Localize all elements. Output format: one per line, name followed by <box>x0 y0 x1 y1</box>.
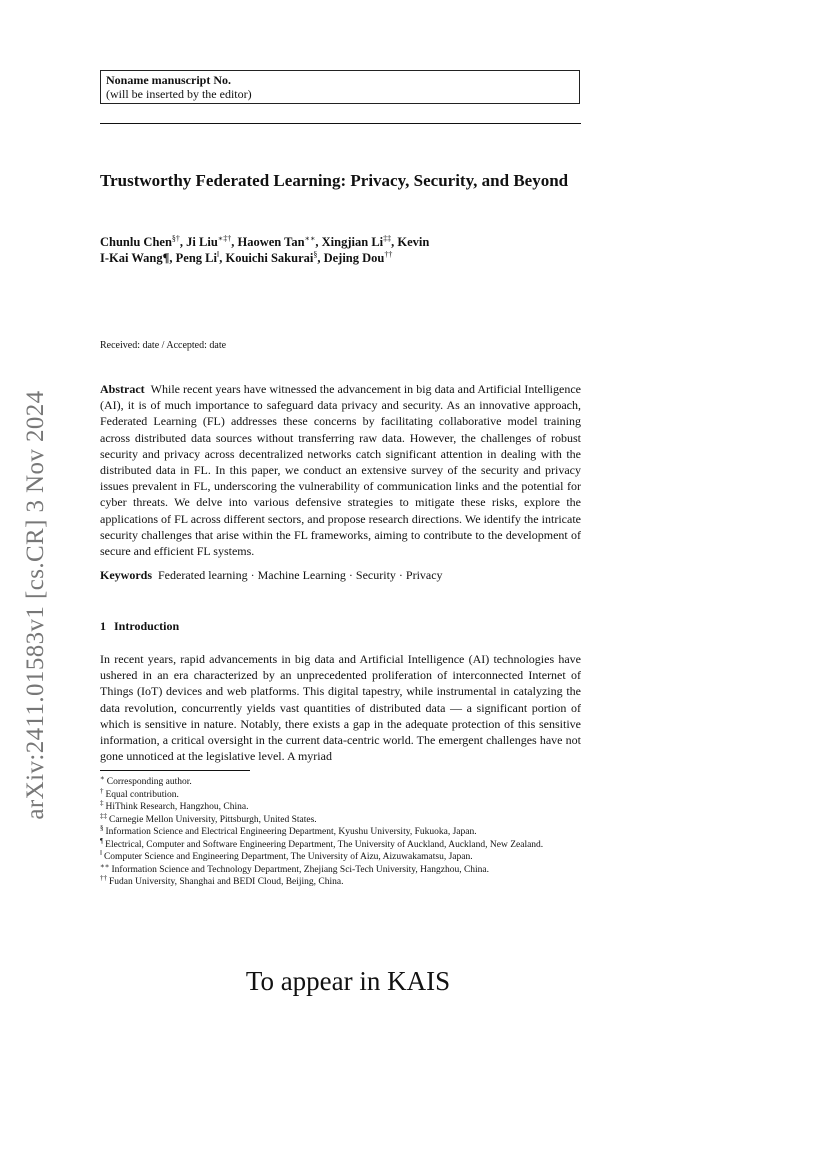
footnote <box>100 836 581 852</box>
footnote <box>100 811 581 827</box>
footnote-mark: ∗∗ <box>100 861 110 870</box>
manuscript-label: Noname manuscript No. <box>106 73 231 87</box>
footnote-mark: † <box>100 786 104 795</box>
abstract-text: While recent years have witnessed the advancement in big data and Artificial Intelligence (AI), it is of much importance to safeguard data privacy and security. As an innovative approach, Federated Learning (FL) addresses these concerns by facilitating collaborative model training across distributed data sources without transferring raw data. However, the challenges of robust security and privacy across decentralized networks catch significant attention in dealing with the distributed data in FL. In this paper, we conduct an extensive survey of the security and privacy issues prevalent in FL, underscoring the vulnerability of communication links and the potential for cyber threats. We delve into various defensive strategies to mitigate these risks, explore the applications of FL across different sectors, and propose research directions. We identify the intricate security challenges that arise within the FL frameworks, aiming to contribute to the development of secure and efficient FL systems. <box>100 382 581 559</box>
author-name: Dejing Dou <box>323 251 385 265</box>
footnote-mark: § <box>100 824 104 832</box>
author-name: Chunlu Chen <box>100 235 172 249</box>
author-affiliation-mark: ∗∗ <box>304 234 316 243</box>
keywords-label: Keywords <box>100 568 152 582</box>
section-heading <box>100 619 179 634</box>
footnote-text: Computer Science and Engineering Department, The University of Aizu, Aizuwakamatsu, Japan. <box>103 852 473 862</box>
author-name: Kevin I-Kai Wang¶ <box>100 235 430 265</box>
received-date: Received: date / Accepted: date <box>100 340 227 351</box>
author-affiliation-mark: †† <box>384 250 393 259</box>
footnote-mark: ∗ <box>100 774 105 782</box>
author-name: Kouichi Sakurai <box>225 251 314 265</box>
paper-title: Trustworthy Federated Learning: Privacy, Security, and Beyond <box>100 171 569 190</box>
author-name: Peng Li <box>175 251 217 265</box>
arxiv-stamp: arXiv:2411.01583v1 [cs.CR] 3 Nov 2024 <box>22 390 49 820</box>
footnote-text: Electrical, Computer and Software Engineering Department, The University of Auckland, Auckland, New Zealand. <box>105 839 544 850</box>
footnote-rule <box>100 770 250 771</box>
author-separator: , <box>179 235 187 249</box>
footnote <box>100 851 581 864</box>
author-separator: , <box>317 251 324 265</box>
footnote-text: Corresponding author. <box>106 777 192 787</box>
author-affiliation-mark: §† <box>171 234 180 243</box>
abstract <box>100 381 581 559</box>
footnote-text: Equal contribution. <box>105 789 179 800</box>
appear-note: To appear in KAIS <box>245 966 451 996</box>
author-separator: , <box>231 235 238 249</box>
section-number: 1 <box>100 619 106 633</box>
footnote-mark: ‡ <box>100 799 104 807</box>
footnote <box>100 786 581 802</box>
footnote <box>100 776 581 789</box>
author-separator: , <box>169 251 176 265</box>
keywords <box>100 568 581 583</box>
footnote <box>100 801 581 814</box>
header-rule <box>100 123 581 124</box>
author-name: Ji Liu <box>186 235 218 249</box>
footnote-text: Carnegie Mellon University, Pittsburgh, United States. <box>109 814 317 825</box>
footnote <box>100 826 581 839</box>
editor-note: (will be inserted by the editor) <box>106 87 252 101</box>
author-separator: , <box>219 251 226 265</box>
author-separator: , <box>391 235 398 249</box>
author-affiliation-mark: ‖ <box>216 250 220 259</box>
footnotes <box>100 776 581 889</box>
intro-paragraph: In recent years, rapid advancements in big data and Artificial Intelligence (AI) technologies have ushered in an era characterized by an unprecedented proliferation of interconnected Internet of Things (IoT) devices and web platforms. This digital tapestry, while instrumental in catalyzing the data revolution, concurrently yields vast quantities of distributed data — a significant portion of which is sensitive in nature. Notably, there exists a gap in the adequate protection of this sensitive information, a critical oversight in the current data-centric world. The emergent challenges have not gone unnoticed at the legislative level. A myriad <box>100 652 581 764</box>
author-affiliation-mark: § <box>313 250 318 259</box>
author-separator: , <box>315 235 322 249</box>
footnote-mark: ¶ <box>100 836 104 845</box>
author-affiliation-mark: ∗‡† <box>217 234 232 243</box>
keywords-text: Federated learning · Machine Learning · Security · Privacy <box>158 568 443 582</box>
author-name: Xingjian Li <box>321 235 384 249</box>
author-name: Haowen Tan <box>237 235 305 249</box>
footnote-mark: ‡‡ <box>100 811 107 820</box>
footnote <box>100 876 581 889</box>
section-title: Introduction <box>114 619 180 633</box>
abstract-label: Abstract <box>100 382 145 396</box>
footnote-mark: †† <box>100 874 107 882</box>
footnote-mark: ‖ <box>100 849 102 857</box>
author-list <box>100 234 430 266</box>
footnote-text: Information Science and Technology Department, Zhejiang Sci-Tech University, Hangzhou, China. <box>111 864 490 875</box>
footnote-text: Fudan University, Shanghai and BEDI Cloud, Beijing, China. <box>109 877 344 887</box>
footnote <box>100 861 581 877</box>
author-affiliation-mark: ‡‡ <box>383 234 392 243</box>
manuscript-header-box <box>100 70 580 104</box>
footnote-text: Information Science and Electrical Engineering Department, Kyushu University, Fukuoka, Japan. <box>105 827 477 837</box>
footnote-text: HiThink Research, Hangzhou, China. <box>105 802 249 812</box>
